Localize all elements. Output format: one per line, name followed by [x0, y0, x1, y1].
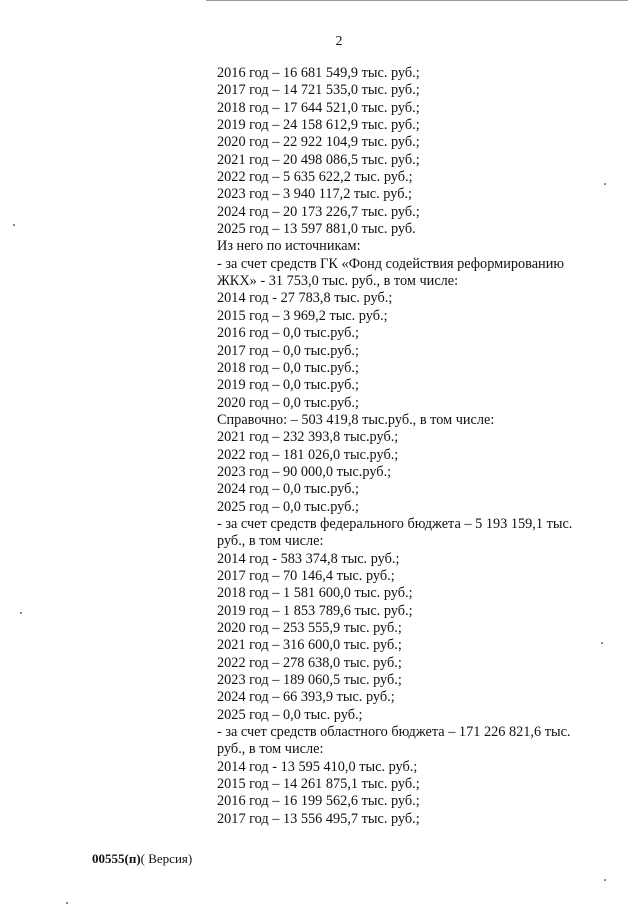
text-line: 2018 год – 17 644 521,0 тыс. руб.; — [217, 99, 420, 116]
scan-speck — [66, 902, 68, 904]
text-line: 2017 год – 13 556 495,7 тыс. руб.; — [217, 810, 420, 827]
text-line: 2025 год – 0,0 тыс.руб.; — [217, 498, 359, 515]
text-line: Из него по источникам: — [217, 238, 361, 255]
text-line: 2024 год – 0,0 тыс.руб.; — [217, 481, 359, 498]
scan-speck — [20, 612, 22, 614]
text-line: 2019 год – 24 158 612,9 тыс. руб.; — [217, 117, 420, 134]
text-line: 2022 год – 181 026,0 тыс.руб.; — [217, 446, 399, 463]
text-line: руб., в том числе: — [217, 741, 324, 758]
text-line: - за счет средств федерального бюджета – 5 193 159,1 тыс. — [217, 515, 573, 532]
text-line: 2019 год – 1 853 789,6 тыс. руб.; — [217, 602, 413, 619]
text-line: 2025 год – 0,0 тыс. руб.; — [217, 706, 363, 723]
footer-version-label: ( Версия) — [140, 851, 193, 866]
text-line: 2014 год - 13 595 410,0 тыс. руб.; — [217, 758, 418, 775]
text-line: 2024 год – 20 173 226,7 тыс. руб.; — [217, 203, 420, 220]
scan-speck — [604, 183, 606, 185]
text-line: 2020 год – 22 922 104,9 тыс. руб.; — [217, 134, 420, 151]
text-line: 2020 год – 253 555,9 тыс. руб.; — [217, 620, 402, 636]
text-line: 2022 год – 278 638,0 тыс. руб.; — [217, 654, 402, 671]
scan-speck — [604, 879, 606, 881]
text-line: руб., в том числе: — [217, 533, 324, 550]
page-number: 2 — [335, 34, 343, 49]
text-line: 2023 год – 3 940 117,2 тыс. руб.; — [217, 186, 413, 203]
footer-code-number: 00555(п) — [92, 851, 141, 866]
text-line: 2022 год – 5 635 622,2 тыс. руб.; — [217, 169, 413, 186]
text-line: Справочно: – 503 419,8 тыс.руб., в том числе: — [217, 411, 495, 428]
text-line: 2016 год – 16 681 549,9 тыс. руб.; — [217, 65, 420, 81]
text-line: 2014 год - 583 374,8 тыс. руб.; — [217, 550, 400, 567]
text-line: 2014 год - 27 783,8 тыс. руб.; — [217, 290, 393, 307]
text-line: ЖКХ» - 31 753,0 тыс. руб., в том числе: — [217, 273, 459, 290]
text-line: 2018 год – 1 581 600,0 тыс. руб.; — [217, 585, 413, 602]
text-line: 2015 год – 3 969,2 тыс. руб.; — [217, 307, 388, 324]
text-line: 2016 год – 0,0 тыс.руб.; — [217, 325, 359, 342]
text-line: 2019 год – 0,0 тыс.руб.; — [217, 377, 359, 394]
text-line: 2024 год – 66 393,9 тыс. руб.; — [217, 689, 395, 706]
footer-document-code — [92, 851, 192, 866]
scan-speck — [601, 642, 603, 644]
text-line: 2020 год – 0,0 тыс.руб.; — [217, 394, 359, 411]
scan-speck — [13, 224, 15, 226]
text-line: 2021 год – 316 600,0 тыс. руб.; — [217, 637, 402, 654]
text-line: 2017 год – 70 146,4 тыс. руб.; — [217, 567, 395, 584]
text-line: - за счет средств областного бюджета – 171 226 821,6 тыс. — [217, 724, 571, 741]
text-line: 2021 год – 232 393,8 тыс.руб.; — [217, 429, 399, 446]
top-border-line — [206, 0, 628, 1]
text-line: - за счет средств ГК «Фонд содействия реформированию — [217, 255, 565, 272]
text-line: 2015 год – 14 261 875,1 тыс. руб.; — [217, 776, 420, 793]
text-line: 2023 год – 90 000,0 тыс.руб.; — [217, 463, 392, 480]
text-line: 2017 год – 0,0 тыс.руб.; — [217, 342, 359, 359]
text-line: 2018 год – 0,0 тыс.руб.; — [217, 359, 359, 376]
document-body — [217, 65, 593, 828]
text-line: 2021 год – 20 498 086,5 тыс. руб.; — [217, 151, 420, 168]
text-line: 2017 год – 14 721 535,0 тыс. руб.; — [217, 82, 420, 99]
text-line: 2016 год – 16 199 562,6 тыс. руб.; — [217, 793, 420, 810]
text-line: 2023 год – 189 060,5 тыс. руб.; — [217, 672, 402, 689]
text-line: 2025 год – 13 597 881,0 тыс. руб. — [217, 221, 416, 238]
